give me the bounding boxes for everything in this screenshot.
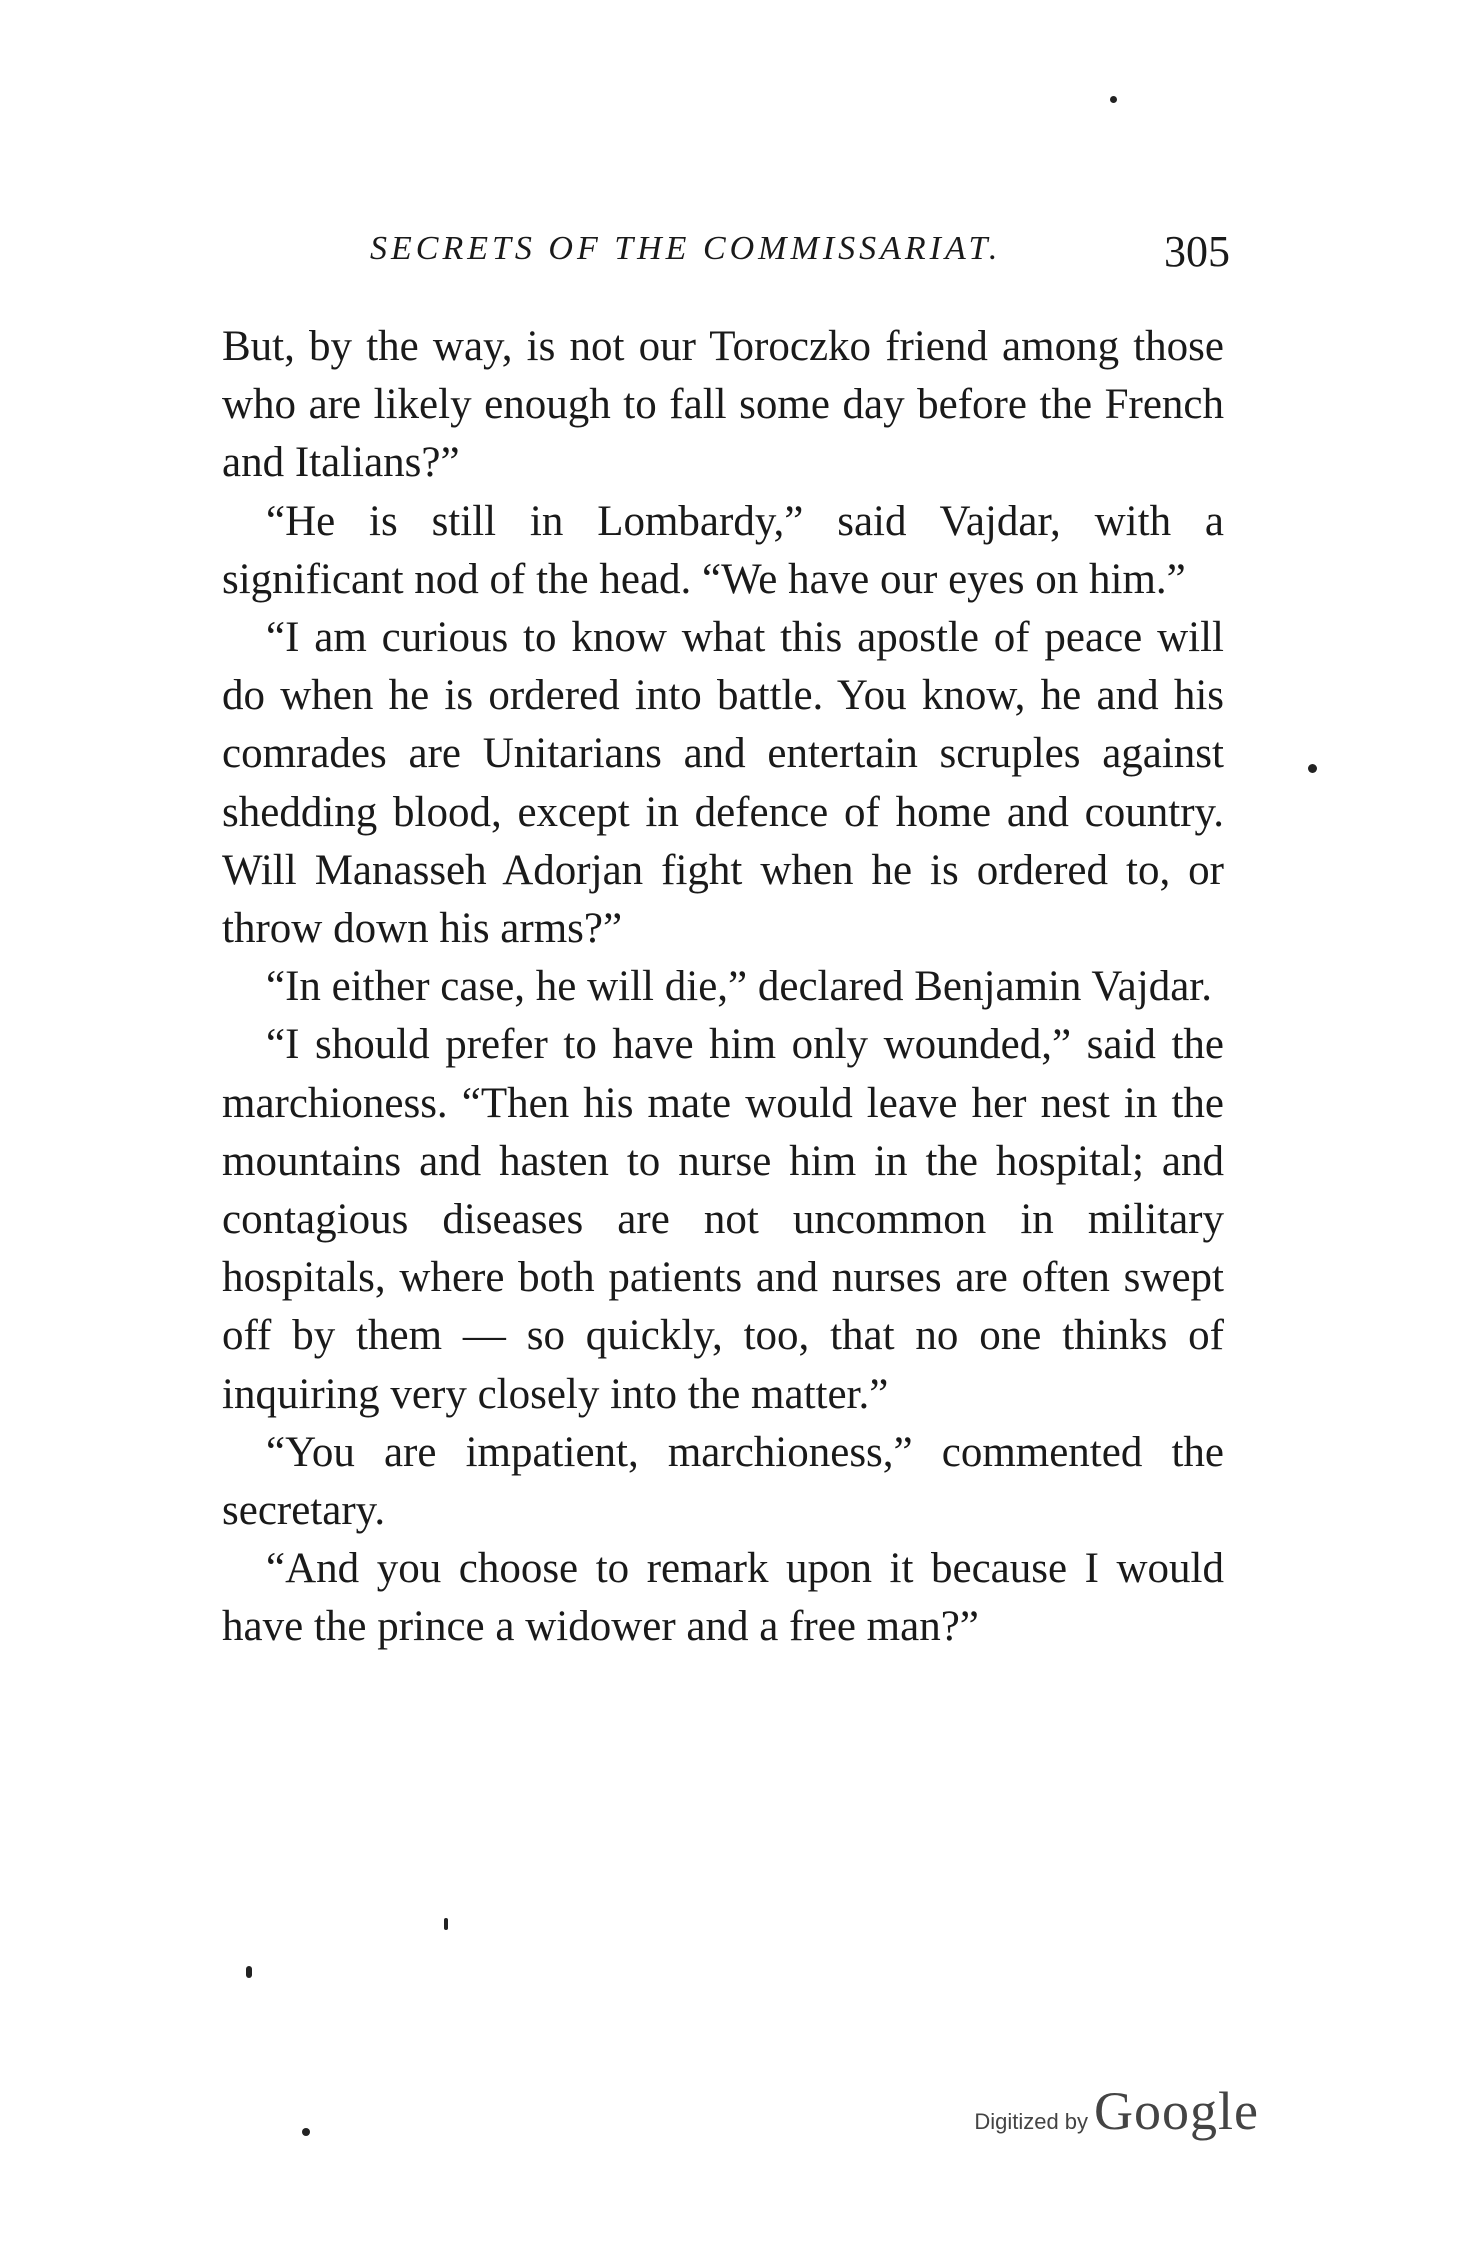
google-logo: Google [1094,2081,1259,2141]
scan-speck [444,1918,448,1930]
running-title: SECRETS OF THE COMMISSARIAT. [370,230,1002,267]
page-header [370,227,1230,290]
body-text [222,318,1224,1657]
paragraph: “He is still in Lombardy,” said Vajdar, with a significant nod of the head. “We have our eyes on him.” [222,497,1224,603]
paragraph: “And you choose to remark upon it because I would have the prince a widower and a free man?” [222,1545,1224,1651]
scan-speck [1110,96,1117,103]
scan-speck [302,2128,310,2136]
scan-speck [1308,764,1317,773]
digitized-label: Digitized by [974,2109,1089,2134]
paragraph: But, by the way, is not our Toroczko friend among those who are likely enough to fall some day before the French and Italians?” [222,323,1224,487]
paragraph: “I should prefer to have him only wounded,” said the marchioness. “Then his mate would leave her nest in the mountains and hasten to nurse him in the hospital; and contagious diseases are not uncommon in military hospitals, where both patients and nurses are often swept off by them — so quickly, too, that no one thinks of inquiring very closely into the matter.” [222,1021,1224,1418]
paragraph: “I am curious to know what this apostle of peace will do when he is ordered into battle. You know, he and his comrades are Unitarians and entertain scruples against shedding blood, except in defence of home and country. Will Manasseh Adorjan fight when he is ordered to, or throw down his arms?” [222,614,1224,953]
paragraph: “You are impatient, marchioness,” commented the secretary. [222,1428,1224,1535]
paragraph: “In either case, he will die,” declared Benjamin Vajdar. [266,963,1212,1011]
page-number: 305 [1164,227,1230,276]
scan-speck [246,1966,252,1978]
digitized-by-google-watermark [974,2080,1259,2142]
